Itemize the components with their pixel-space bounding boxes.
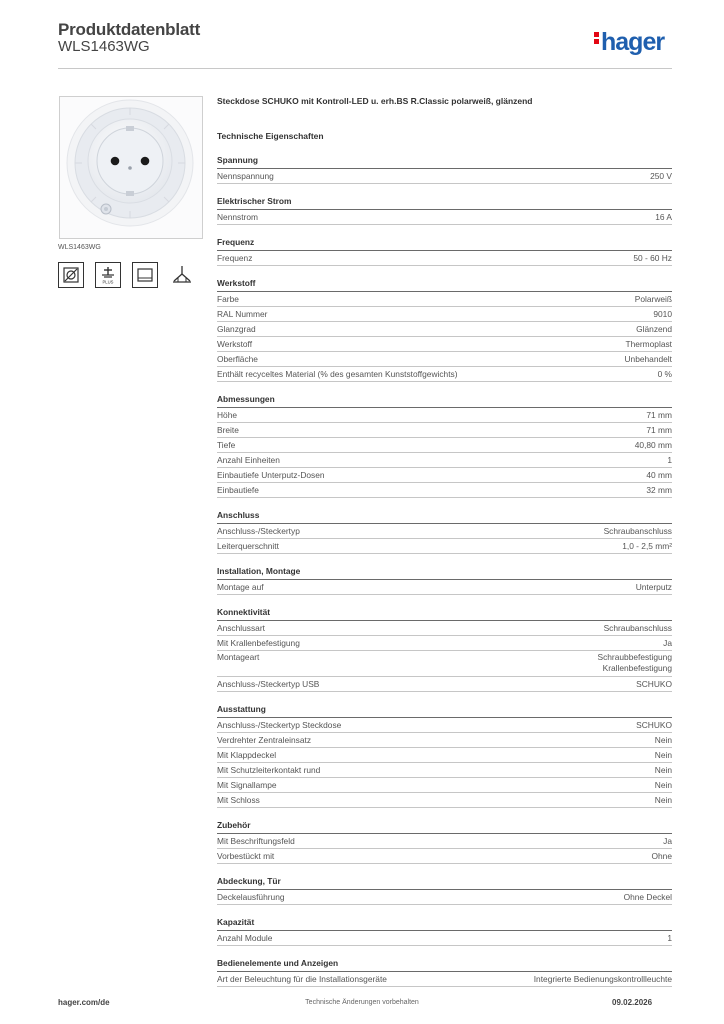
spec-group-title: Ausstattung (217, 701, 672, 718)
spec-label: Anschlussart (217, 623, 265, 633)
spec-value: 32 mm (646, 485, 672, 495)
spec-label: Anschluss-/Steckertyp (217, 526, 300, 536)
group-spacer (217, 184, 672, 193)
group-spacer (217, 808, 672, 817)
spec-group-title: Abmessungen (217, 391, 672, 408)
group-spacer (217, 692, 672, 701)
spec-value: Ja (663, 638, 672, 648)
spec-label: Montage auf (217, 582, 264, 592)
spec-value: Thermoplast (625, 339, 672, 349)
spec-row (217, 849, 672, 864)
image-caption: WLS1463WG (58, 244, 101, 251)
cover-frame-icon (132, 262, 158, 288)
spec-row (217, 251, 672, 266)
spec-label: Montageart (217, 652, 260, 662)
spec-group-title: Kapazität (217, 914, 672, 931)
spec-label: Leiterquerschnitt (217, 541, 279, 551)
spec-label: Einbautiefe (217, 485, 259, 495)
spec-row (217, 453, 672, 468)
product-number: WLS1463WG (58, 38, 150, 55)
spec-value: 71 mm (646, 425, 672, 435)
spec-value: Glänzend (636, 324, 672, 334)
spec-value: Nein (654, 795, 672, 805)
spec-row (217, 423, 672, 438)
cable-socket-icon (169, 262, 195, 288)
logo-dots-icon (594, 32, 599, 46)
spec-row (217, 793, 672, 808)
logo-text: hager (601, 28, 665, 56)
product-description: Steckdose SCHUKO mit Kontroll-LED u. erh.BS R.Classic polarweiß, glänzend (217, 96, 533, 106)
group-spacer (217, 225, 672, 234)
spec-row (217, 438, 672, 453)
spec-row (217, 322, 672, 337)
spec-value: Schraubanschluss (603, 526, 672, 536)
spec-label: Mit Schloss (217, 795, 260, 805)
spec-value: 250 V (650, 171, 672, 181)
spec-label: Nennspannung (217, 171, 274, 181)
spec-row (217, 972, 672, 987)
spec-value: 16 A (655, 212, 672, 222)
spec-label: Höhe (217, 410, 238, 420)
header-divider (58, 68, 672, 69)
footer-url[interactable]: hager.com/de (58, 998, 110, 1007)
spec-label: Vorbestückt mit (217, 851, 275, 861)
group-spacer (217, 498, 672, 507)
spec-group-title: Abdeckung, Tür (217, 873, 672, 890)
spec-group-title: Elektrischer Strom (217, 193, 672, 210)
spec-group-title: Konnektivität (217, 604, 672, 621)
spec-row (217, 748, 672, 763)
spec-row (217, 763, 672, 778)
spec-value: 71 mm (646, 410, 672, 420)
spec-label: Breite (217, 425, 239, 435)
group-spacer (217, 905, 672, 914)
group-spacer (217, 946, 672, 955)
spec-label: Mit Signallampe (217, 780, 277, 790)
spec-row (217, 539, 672, 554)
spec-label: Werkstoff (217, 339, 253, 349)
spec-label: Glanzgrad (217, 324, 256, 334)
certification-icons (58, 262, 206, 288)
spec-value: Polarweiß (634, 294, 672, 304)
spec-label: Mit Schutzleiterkontakt rund (217, 765, 321, 775)
icon-caption: PLUS (102, 279, 114, 285)
plug-child-protection-icon (58, 262, 84, 288)
earthing-symbol-icon (95, 262, 121, 288)
spec-label: Oberfläche (217, 354, 258, 364)
spec-group-title: Bedienelemente und Anzeigen (217, 955, 672, 972)
spec-label: Anschluss-/Steckertyp USB (217, 679, 320, 689)
spec-value: 40 mm (646, 470, 672, 480)
spec-row (217, 677, 672, 692)
spec-group-title: Installation, Montage (217, 563, 672, 580)
spec-value: Ja (663, 836, 672, 846)
spec-row (217, 890, 672, 905)
product-image (59, 96, 203, 239)
spec-label: RAL Nummer (217, 309, 268, 319)
spec-group-title: Zubehör (217, 817, 672, 834)
spec-value: 1,0 - 2,5 mm² (622, 541, 672, 551)
spec-row (217, 621, 672, 636)
spec-row (217, 307, 672, 322)
spec-group-title: Anschluss (217, 507, 672, 524)
spec-label: Anschluss-/Steckertyp Steckdose (217, 720, 342, 730)
page-title: Produktdatenblatt (58, 20, 201, 39)
spec-row (217, 337, 672, 352)
specs-table (217, 152, 672, 987)
spec-label: Frequenz (217, 253, 253, 263)
spec-label: Mit Klappdeckel (217, 750, 277, 760)
spec-group-title: Frequenz (217, 234, 672, 251)
spec-value: Ohne (651, 851, 672, 861)
spec-value: SCHUKO (636, 679, 672, 689)
spec-value-line: Krallenbefestigung (602, 663, 672, 673)
spec-row (217, 580, 672, 595)
group-spacer (217, 864, 672, 873)
footer-date: 09.02.2026 (612, 998, 653, 1007)
spec-label: Anzahl Module (217, 933, 273, 943)
spec-row (217, 169, 672, 184)
spec-value-line: Schraubbefestigung (597, 652, 672, 662)
spec-label: Mit Beschriftungsfeld (217, 836, 295, 846)
spec-value: Unbehandelt (624, 354, 672, 364)
spec-value: 50 - 60 Hz (633, 253, 672, 263)
socket-illustration (60, 97, 202, 238)
spec-group-title: Spannung (217, 152, 672, 169)
spec-value: SCHUKO (636, 720, 672, 730)
spec-row (217, 483, 672, 498)
spec-label: Deckelausführung (217, 892, 285, 902)
spec-row (217, 468, 672, 483)
spec-row (217, 651, 672, 677)
spec-value: Schraubanschluss (603, 623, 672, 633)
spec-label: Anzahl Einheiten (217, 455, 280, 465)
spec-value: Integrierte Bedienungskontrollleuchte (533, 974, 672, 984)
spec-row (217, 210, 672, 225)
spec-row (217, 408, 672, 423)
spec-label: Art der Beleuchtung für die Installationsgeräte (217, 974, 387, 984)
spec-label: Nennstrom (217, 212, 258, 222)
spec-value: Unterputz (635, 582, 672, 592)
spec-row (217, 834, 672, 849)
spec-row (217, 778, 672, 793)
spec-label: Einbautiefe Unterputz-Dosen (217, 470, 325, 480)
spec-label: Mit Krallenbefestigung (217, 638, 300, 648)
spec-label: Enthält recyceltes Material (% des gesamten Kunststoffgewichts) (217, 369, 458, 379)
spec-value: 9010 (653, 309, 672, 319)
spec-row (217, 718, 672, 733)
section-title: Technische Eigenschaften (217, 131, 324, 141)
group-spacer (217, 554, 672, 563)
spec-value: Nein (654, 780, 672, 790)
spec-value: Nein (654, 735, 672, 745)
spec-row (217, 931, 672, 946)
spec-value: Nein (654, 765, 672, 775)
spec-label: Farbe (217, 294, 239, 304)
group-spacer (217, 266, 672, 275)
footer-notice: Technische Änderungen vorbehalten (305, 999, 419, 1006)
spec-value: 1 (667, 455, 672, 465)
spec-row (217, 524, 672, 539)
spec-group-title: Werkstoff (217, 275, 672, 292)
spec-label: Verdrehter Zentraleinsatz (217, 735, 312, 745)
spec-row (217, 636, 672, 651)
spec-value: 40,80 mm (634, 440, 672, 450)
spec-label: Tiefe (217, 440, 236, 450)
spec-value: Nein (654, 750, 672, 760)
group-spacer (217, 595, 672, 604)
spec-value: 0 % (657, 369, 672, 379)
spec-row (217, 733, 672, 748)
hager-logo (594, 28, 664, 57)
spec-row (217, 367, 672, 382)
group-spacer (217, 382, 672, 391)
spec-value: Ohne Deckel (623, 892, 672, 902)
spec-value (598, 652, 673, 676)
spec-row (217, 352, 672, 367)
spec-row (217, 292, 672, 307)
spec-value: 1 (667, 933, 672, 943)
